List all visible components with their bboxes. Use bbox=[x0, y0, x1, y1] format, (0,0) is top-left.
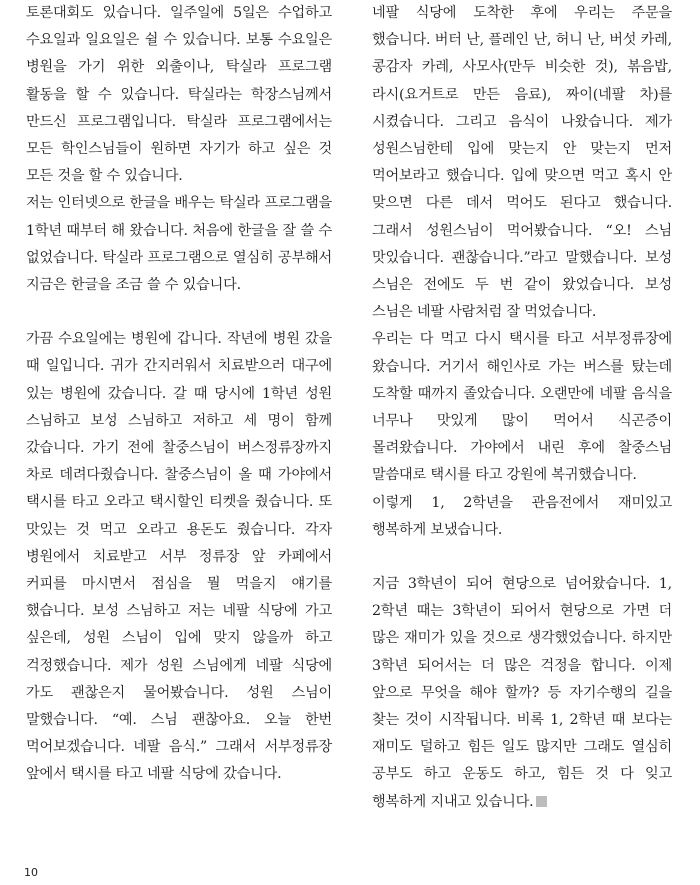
left-column bbox=[26, 0, 332, 789]
paragraph: 네팔 식당에 도착한 후에 우리는 주문을 했습니다. 버터 난, 플레인 난, 허니 난, 버섯 카레, 콩감자 카레, 사모사(만두 비슷한 것), 볶음밥, 라시(요거트로 만든 음료), 짜이(네팔 차)를 시켰습니다. 그리고 음식이 나왔습니다. 제가 성원스님한테 입에 맞는지 안 맞는지 먼저 먹어보라고 했습니다. 입에 맞으면 먹고 혹시 안 맞으면 다른 데서 먹어도 된다고 했습니다. 그래서 성원스님이 먹어봤습니다. “오! 스님 맛있습니다. 괜찮습니다.”라고 말했습니다. 보성 스님은 전에도 두 번 같이 왔었습니다. 보성 스님은 네팔 사람처럼 잘 먹었습니다. bbox=[372, 5, 672, 321]
paragraph bbox=[372, 571, 672, 816]
end-mark-icon bbox=[536, 796, 547, 807]
paragraph: 토론대회도 있습니다. 일주일에 5일은 수업하고 수요일과 일요일은 쉴 수 있습니다. 보통 수요일은 병원을 가기 위한 외출이나, 탁실라 프로그램 활동을 할 수 있습니다. 탁실라는 학장스님께서 만드신 프로그램입니다. 탁실라 프로그램에서는 모든 학인스님들이 원하면 자기가 하고 싶은 것 모든 것을 할 수 있습니다. bbox=[26, 5, 332, 185]
paragraph: 저는 인터넷으로 한글을 배우는 탁실라 프로그램을 1학년 때부터 해 왔습니다. 처음에 한글을 잘 쓸 수 없었습니다. 탁실라 프로그램으로 열심히 공부해서 지금은 한글을 조금 쓸 수 있습니다. bbox=[26, 195, 332, 294]
right-column bbox=[372, 0, 672, 816]
paragraph-gap bbox=[372, 544, 672, 571]
paragraph: 우리는 다 먹고 다시 택시를 타고 서부정류장에 왔습니다. 거기서 해인사로 가는 버스를 탔는데 도착할 때까지 졸았습니다. 오랜만에 네팔 음식을 너무나 맛있게 많이 먹어서 식곤증이 몰려왔습니다. 가야에서 내린 후에 찰중스님 말씀대로 택시를 타고 강원에 복귀했습니다. bbox=[372, 331, 672, 484]
paragraph: 가끔 수요일에는 병원에 갑니다. 작년에 병원 갔을 때 일입니다. 귀가 간지러워서 치료받으러 대구에 있는 병원에 갔습니다. 갈 때 당시에 1학년 성원 스님하고 보성 스님하고 저하고 세 명이 함께 갔습니다. 가기 전에 찰중스님이 버스정류장까지 차로 데려다줬습니다. 찰중스님이 올 때 가야에서 택시를 타고 오라고 택시할인 티켓을 줬습니다. 또 맛있는 것 먹고 오라고 용돈도 줬습니다. 각자 병원에서 치료받고 서부 정류장 앞 카페에서 커피를 마시면서 점심을 뭘 먹을지 얘기를 했습니다. 보성 스님하고 저는 네팔 식당에 가고 싶은데, 성원 스님이 입에 맞지 않을까 하고 걱정했습니다. 제가 성원 스님에게 네팔 식당에 가도 괜찮은지 물어봤습니다. 성원 스님이 말했습니다. “예. 스님 괜찮아요. 오늘 한번 먹어보겠습니다. 네팔 음식.” 그래서 서부정류장 앞에서 택시를 타고 네팔 식당에 갔습니다. bbox=[26, 331, 332, 783]
paragraph: 이렇게 1, 2학년을 관음전에서 재미있고 행복하게 보냈습니다. bbox=[372, 494, 672, 538]
paragraph-text: 지금 3학년이 되어 현당으로 넘어왔습니다. 1, 2학년 때는 3학년이 되어서 현당으로 가면 더 많은 재미가 있을 것으로 생각했었습니다. 하지만 3학년 되어서는 더 많은 걱정을 합니다. 이제 앞으로 무엇을 해야 할까? 등 자기수행의 길을 찾는 것이 시작됩니다. 비록 1, 2학년 때 보다는 재미도 덜하고 힘든 일도 많지만 그래도 열심히 공부도 하고 운동도 하고, 힘든 것 다 잊고 행복하게 지내고 있습니다. bbox=[372, 576, 672, 810]
page-number: 10 bbox=[24, 866, 38, 879]
paragraph-gap bbox=[26, 299, 332, 326]
